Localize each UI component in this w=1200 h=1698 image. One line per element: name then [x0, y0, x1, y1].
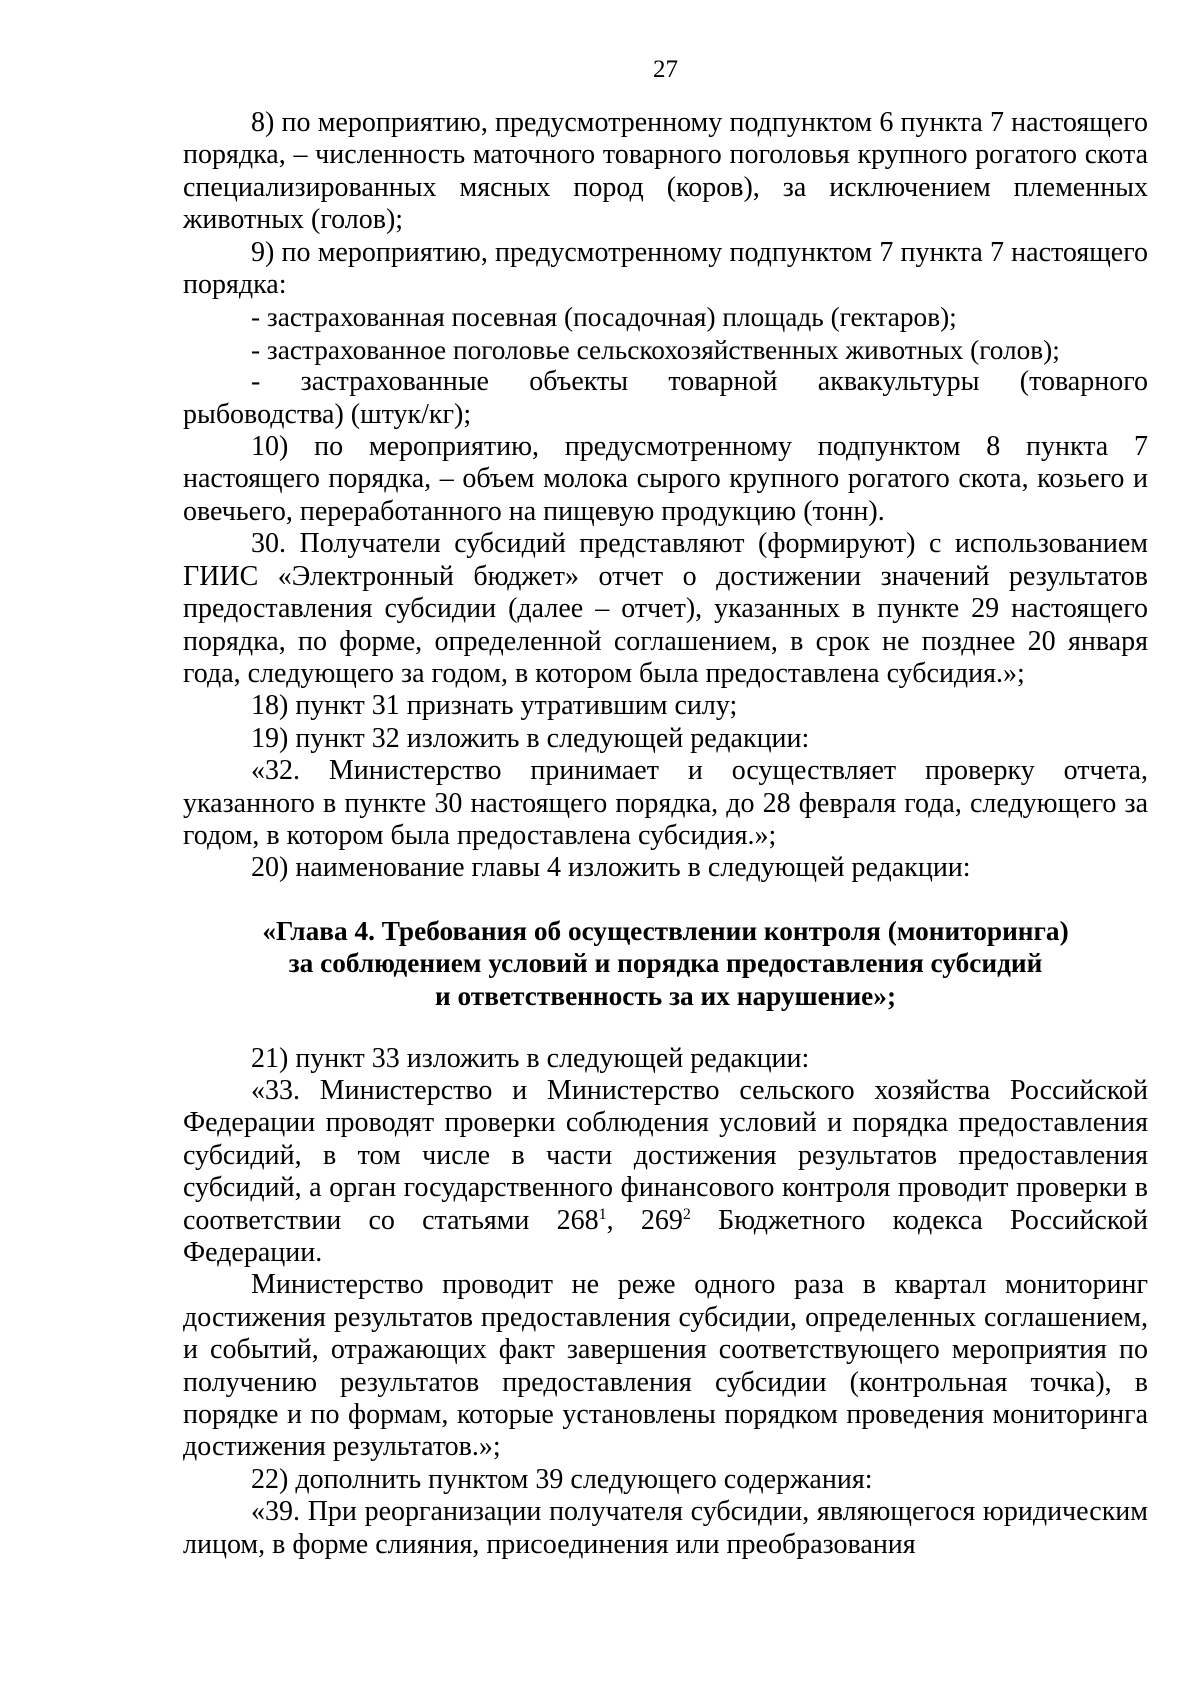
clause-33-tail: Бюджетного кодекса Российской Федерации. [183, 1204, 1149, 1268]
paragraph-amendment-18: 18) пункт 31 признать утратившим силу; [251, 690, 738, 722]
paragraph-item-9: 9) по мероприятию, предусмотренному подпунктом 7 пункта 7 настоящего порядка: [183, 236, 1148, 301]
bullet-sown-area: - застрахованная посевная (посадочная) площадь (гектаров); [251, 302, 957, 333]
article-superscript: 1 [598, 1205, 607, 1223]
paragraph-clause-39: «39. При реорганизации получателя субсидии, являющегося юридическим лицом, в форме слияния, присоединения или преобразования [183, 1496, 1148, 1560]
clause-33-separator: , 269 [606, 1204, 683, 1236]
paragraph-amendment-20: 20) наименование главы 4 изложить в следующей редакции: [251, 852, 971, 884]
paragraph-clause-33 [183, 1075, 1148, 1269]
paragraph-amendment-19: 19) пункт 32 изложить в следующей редакции: [251, 722, 810, 754]
bullet-aquaculture: - застрахованные объекты товарной аквакультуры (товарного рыбоводства) (штук/кг); [183, 366, 1148, 430]
chapter-4-heading [183, 915, 1148, 1013]
paragraph-amendment-22: 22) дополнить пунктом 39 следующего содержания: [251, 1463, 873, 1495]
heading-line: за соблюдением условий и порядка предоставления субсидий [288, 948, 1043, 979]
clause-33-text: «33. Министерство и Министерство сельского хозяйства Российской Федерации проводят проверки соблюдения условий и порядка предоставления субсидий, в том числе в части достижения результатов предоставления субсидий, а орган государственного финансового контроля проводит проверки в соответствии со статьями 268 [183, 1074, 1148, 1236]
paragraph-amendment-21: 21) пункт 33 изложить в следующей редакции: [251, 1042, 810, 1074]
paragraph-item-8: 8) по мероприятию, предусмотренному подпунктом 6 пункта 7 настоящего порядка, – численность маточного товарного поголовья крупного рогатого скота специализированных мясных пород (коров), за исключением племенных животных (голов); [183, 107, 1148, 236]
page-number: 27 [653, 56, 678, 83]
paragraph-monitoring: Министерство проводит не реже одного раза в квартал мониторинг достижения результатов предоставления субсидии, определенных соглашением, и событий, отражающих факт завершения соответствующего мероприятия по получению результатов предоставления субсидии (контрольная точка), в порядке и по формам, которые установлены порядком проведения мониторинга достижения результатов.»; [183, 1269, 1148, 1463]
heading-line: «Глава 4. Требования об осуществлении контроля (мониторинга) [262, 915, 1069, 946]
paragraph-clause-32: «32. Министерство принимает и осуществляет проверку отчета, указанного в пункте 30 настоящего порядка, до 28 февраля года, следующего за годом, в котором была предоставлена субсидия.»; [183, 755, 1148, 851]
paragraph-item-10: 10) по мероприятию, предусмотренному подпунктом 8 пункта 7 настоящего порядка, – объем молока сырого крупного рогатого скота, козьего и овечьего, переработанного на пищевую продукцию (тонн). [183, 431, 1148, 527]
bullet-livestock: - застрахованное поголовье сельскохозяйственных животных (голов); [251, 334, 1060, 365]
paragraph-clause-30: 30. Получатели субсидий представляют (формируют) с использованием ГИИС «Электронный бюджет» отчет о достижении значений результатов предоставления субсидии (далее – отчет), указанных в пункте 29 настоящего порядка, по форме, определенной соглашением, в срок не позднее 20 января года, следующего за годом, в котором была предоставлена субсидия.»; [183, 528, 1148, 689]
document-page [183, 55, 1148, 1561]
article-superscript: 2 [682, 1205, 691, 1223]
heading-line: и ответственность за их нарушение»; [434, 980, 897, 1011]
